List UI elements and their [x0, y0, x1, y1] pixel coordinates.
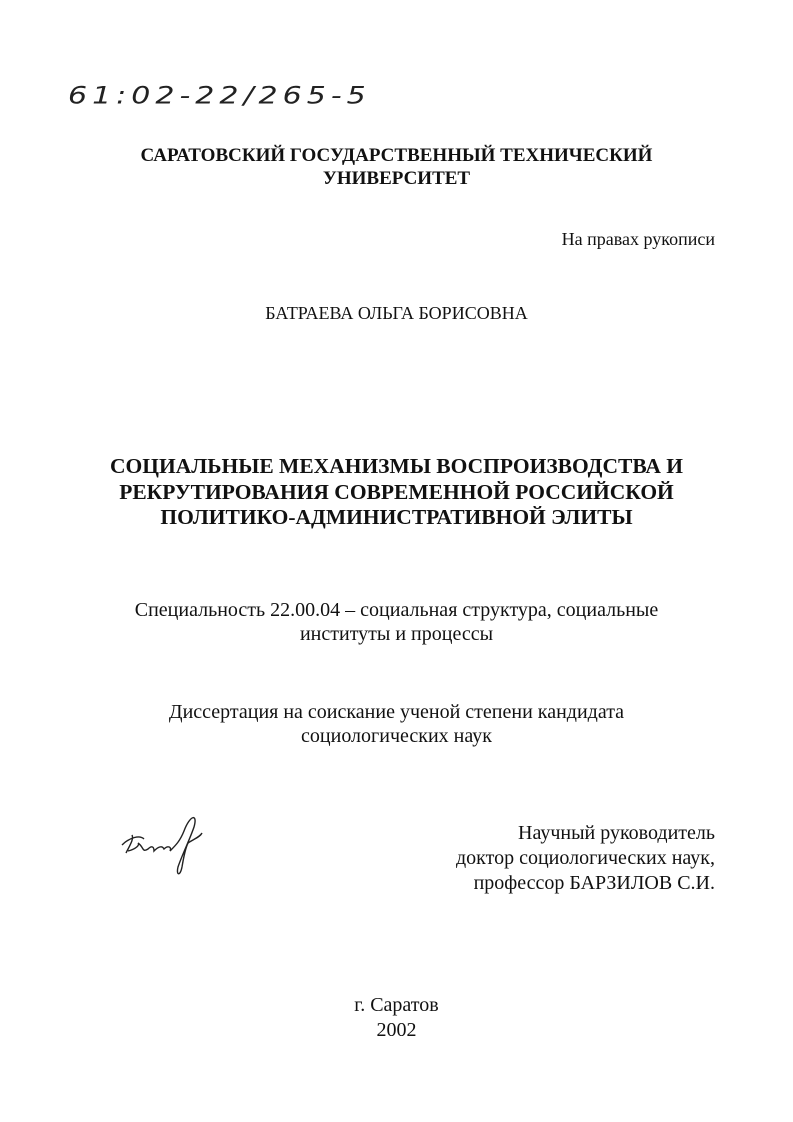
university-name — [0, 144, 793, 190]
degree-line: социологических наук — [301, 725, 492, 747]
author-name: БАТРАЕВА ОЛЬГА БОРИСОВНА — [265, 303, 528, 323]
handwritten-registration-code: 61:02-22/265-5 — [68, 82, 371, 110]
degree-line: Диссертация на соискание ученой степени кандидата — [168, 701, 625, 723]
place-and-year — [0, 993, 793, 1043]
year: 2002 — [376, 1019, 417, 1041]
dissertation-degree — [0, 700, 793, 748]
university-line: УНИВЕРСИТЕТ — [322, 168, 471, 189]
advisor-line: профессор БАРЗИЛОВ С.И. — [473, 872, 715, 894]
title-line: РЕКРУТИРОВАНИЯ СОВРЕМЕННОЙ РОССИЙСКОЙ — [119, 479, 674, 504]
specialty-line: Специальность 22.00.04 – социальная структура, социальные — [134, 599, 659, 621]
advisor-line: доктор социологических наук, — [455, 847, 715, 869]
signature — [110, 805, 220, 885]
university-line: САРАТОВСКИЙ ГОСУДАРСТВЕННЫЙ ТЕХНИЧЕСКИЙ — [140, 145, 653, 166]
title-line: СОЦИАЛЬНЫЕ МЕХАНИЗМЫ ВОСПРОИЗВОДСТВА И — [110, 454, 683, 478]
dissertation-title — [0, 454, 793, 531]
city: г. Саратов — [354, 994, 439, 1016]
specialty-line: институты и процессы — [299, 623, 494, 645]
title-line: ПОЛИТИКО-АДМИНИСТРАТИВНОЙ ЭЛИТЫ — [160, 505, 633, 529]
rights-note: На правах рукописи — [561, 229, 715, 249]
advisor-line: Научный руководитель — [518, 822, 715, 844]
specialty — [0, 598, 793, 646]
scientific-advisor — [456, 821, 715, 896]
